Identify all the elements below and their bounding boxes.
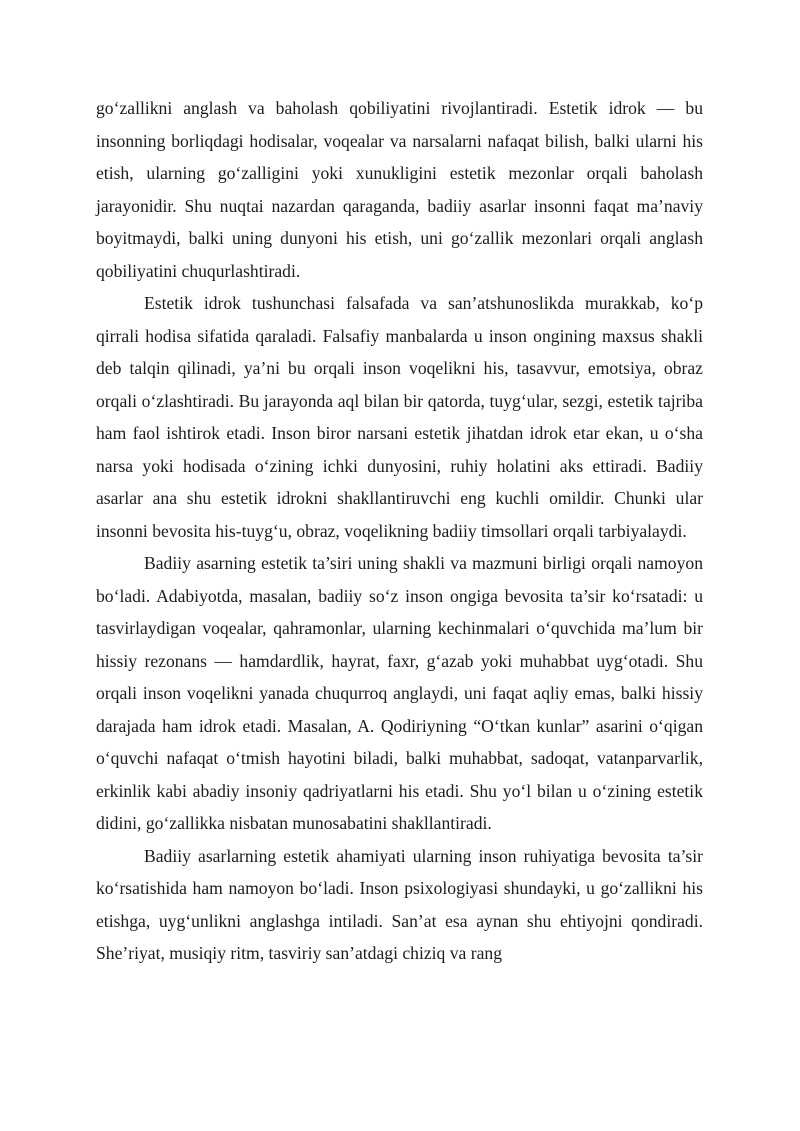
paragraph: go‘zallikni anglash va baholash qobiliyatini rivojlantiradi. Estetik idrok — bu insonning borliqdagi hodisalar, voqealar va narsalarni nafaqat bilish, balki ularni his etish, ularning go‘zalligini yoki xunukligini estetik mezonlar orqali baholash jarayonidir. Shu nuqtai nazardan qaraganda, badiiy asarlar insonni faqat ma’naviy boyitmaydi, balki uning dunyoni his etish, uni go‘zallik mezonlari orqali anglash qobiliyatini chuqurlashtiradi.: [96, 98, 703, 281]
document-page: [96, 92, 703, 970]
paragraph: Badiiy asarning estetik ta’siri uning shakli va mazmuni birligi orqali namoyon bo‘ladi. Adabiyotda, masalan, badiiy so‘z inson ongiga bevosita ta’sir ko‘rsatadi: u tasvirlaydigan voqealar, qahramonlar, ularning kechinmalari o‘quvchida ma’lum bir hissiy rezonans — hamdardlik, hayrat, faxr, g‘azab yoki muhabbat uyg‘otadi. Shu orqali inson voqelikni yanada chuqurroq anglaydi, uni faqat aqliy emas, balki hissiy darajada ham idrok etadi. Masalan, A. Qodiriyning “O‘tkan kunlar” asarini o‘qigan o‘quvchi nafaqat o‘tmish hayotini biladi, balki muhabbat, sadoqat, vatanparvarlik, erkinlik kabi abadiy insoniy qadriyatlarni his etadi. Shu yo‘l bilan u o‘zining estetik didini, go‘zallikka nisbatan munosabatini shakllantiradi.: [96, 553, 703, 833]
paragraph: Badiiy asarlarning estetik ahamiyati ularning inson ruhiyatiga bevosita ta’sir ko‘rsatishida ham namoyon bo‘ladi. Inson psixologiyasi shundayki, u go‘zallikni his etishga, uyg‘unlikni anglashga intiladi. San’at esa aynan shu ehtiyojni qondiradi. She’riyat, musiqiy ritm, tasviriy san’atdagi chiziq va rang: [96, 845, 703, 963]
paragraph: Estetik idrok tushunchasi falsafada va san’atshunoslikda murakkab, ko‘p qirrali hodisa sifatida qaraladi. Falsafiy manbalarda u inson ongining maxsus shakli deb talqin qilinadi, ya’ni bu orqali inson voqelikni his, tasavvur, emotsiya, obraz orqali o‘zlashtiradi. Bu jarayonda aql bilan bir qatorda, tuyg‘ular, sezgi, estetik tajriba ham faol ishtirok etadi. Inson biror narsani estetik jihatdan idrok etar ekan, u o‘sha narsa yoki hodisada o‘zining ichki dunyosini, ruhiy holatini aks ettiradi. Badiiy asarlar ana shu estetik idrokni shakllantiruvchi eng kuchli omildir. Chunki ular insonni bevosita his-tuyg‘u, obraz, voqelikning badiiy timsollari orqali tarbiyalaydi.: [96, 293, 703, 541]
